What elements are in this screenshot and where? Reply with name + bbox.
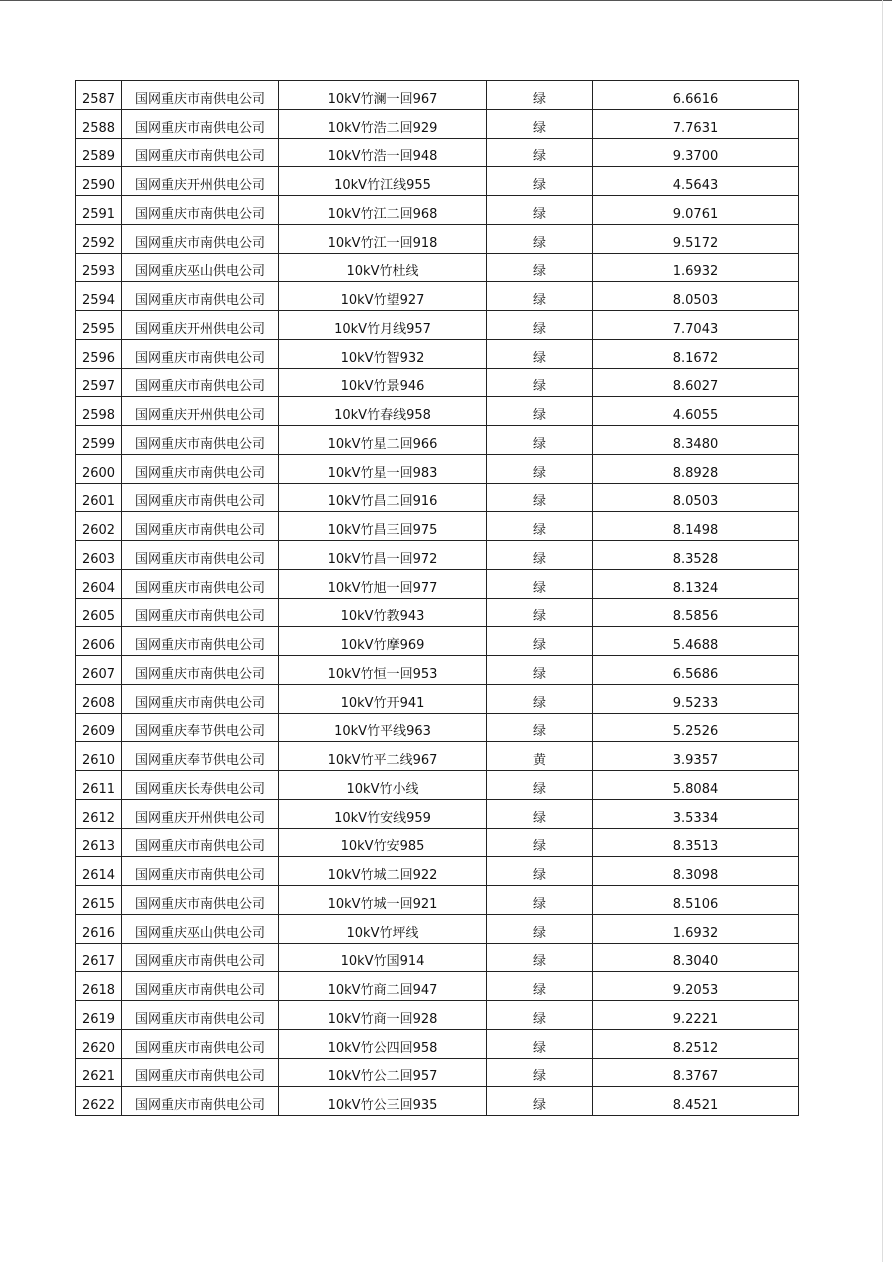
company-name: 国网重庆市南供电公司: [122, 1029, 279, 1058]
score-value: 5.4688: [593, 627, 799, 656]
company-name: 国网重庆市南供电公司: [122, 81, 279, 110]
company-name: 国网重庆开州供电公司: [122, 311, 279, 340]
status-color: 绿: [487, 253, 593, 282]
table-row: [76, 81, 799, 110]
score-value: 8.1324: [593, 569, 799, 598]
row-number: 2592: [76, 224, 122, 253]
table-row: [76, 224, 799, 253]
company-name: 国网重庆市南供电公司: [122, 138, 279, 167]
row-number: 2602: [76, 512, 122, 541]
status-color: 绿: [487, 368, 593, 397]
line-name: 10kV竹开941: [279, 684, 487, 713]
company-name: 国网重庆开州供电公司: [122, 397, 279, 426]
status-color: 绿: [487, 972, 593, 1001]
score-value: 3.9357: [593, 742, 799, 771]
company-name: 国网重庆市南供电公司: [122, 627, 279, 656]
status-color: 绿: [487, 196, 593, 225]
score-value: 1.6932: [593, 253, 799, 282]
row-number: 2608: [76, 684, 122, 713]
line-name: 10kV竹浩一回948: [279, 138, 487, 167]
status-color: 绿: [487, 799, 593, 828]
line-name: 10kV竹星二回966: [279, 426, 487, 455]
table-row: [76, 426, 799, 455]
line-name: 10kV竹昌一回972: [279, 541, 487, 570]
row-number: 2594: [76, 282, 122, 311]
score-value: 6.6616: [593, 81, 799, 110]
status-color: 绿: [487, 684, 593, 713]
score-value: 5.8084: [593, 771, 799, 800]
table-row: [76, 397, 799, 426]
row-number: 2597: [76, 368, 122, 397]
line-name: 10kV竹望927: [279, 282, 487, 311]
score-value: 9.2221: [593, 1001, 799, 1030]
row-number: 2615: [76, 886, 122, 915]
table-row: [76, 598, 799, 627]
table-row: [76, 569, 799, 598]
status-color: 绿: [487, 713, 593, 742]
row-number: 2605: [76, 598, 122, 627]
line-name: 10kV竹恒一回953: [279, 656, 487, 685]
company-name: 国网重庆市南供电公司: [122, 886, 279, 915]
line-name: 10kV竹平线963: [279, 713, 487, 742]
row-number: 2596: [76, 339, 122, 368]
score-value: 8.3098: [593, 857, 799, 886]
line-name: 10kV竹安线959: [279, 799, 487, 828]
status-color: 绿: [487, 224, 593, 253]
table-row: [76, 771, 799, 800]
score-value: 8.3480: [593, 426, 799, 455]
row-number: 2614: [76, 857, 122, 886]
status-color: 绿: [487, 857, 593, 886]
line-name: 10kV竹昌二回916: [279, 483, 487, 512]
row-number: 2617: [76, 943, 122, 972]
company-name: 国网重庆市南供电公司: [122, 684, 279, 713]
status-color: 绿: [487, 1087, 593, 1116]
company-name: 国网重庆市南供电公司: [122, 109, 279, 138]
status-color: 绿: [487, 483, 593, 512]
status-color: 绿: [487, 656, 593, 685]
line-name: 10kV竹春线958: [279, 397, 487, 426]
score-value: 4.5643: [593, 167, 799, 196]
status-color: 绿: [487, 426, 593, 455]
table-row: [76, 799, 799, 828]
line-name: 10kV竹杜线: [279, 253, 487, 282]
status-color: 黄: [487, 742, 593, 771]
score-value: 8.3767: [593, 1058, 799, 1087]
company-name: 国网重庆市南供电公司: [122, 943, 279, 972]
company-name: 国网重庆开州供电公司: [122, 167, 279, 196]
line-name: 10kV竹月线957: [279, 311, 487, 340]
company-name: 国网重庆市南供电公司: [122, 857, 279, 886]
line-name: 10kV竹小线: [279, 771, 487, 800]
company-name: 国网重庆市南供电公司: [122, 512, 279, 541]
row-number: 2616: [76, 914, 122, 943]
line-name: 10kV竹摩969: [279, 627, 487, 656]
score-value: 5.2526: [593, 713, 799, 742]
company-name: 国网重庆市南供电公司: [122, 598, 279, 627]
line-name: 10kV竹浩二回929: [279, 109, 487, 138]
line-name: 10kV竹公二回957: [279, 1058, 487, 1087]
status-color: 绿: [487, 282, 593, 311]
line-name: 10kV竹坪线: [279, 914, 487, 943]
table-row: [76, 943, 799, 972]
line-name: 10kV竹江线955: [279, 167, 487, 196]
company-name: 国网重庆市南供电公司: [122, 282, 279, 311]
score-value: 7.7631: [593, 109, 799, 138]
company-name: 国网重庆巫山供电公司: [122, 253, 279, 282]
line-name: 10kV竹城一回921: [279, 886, 487, 915]
table-row: [76, 311, 799, 340]
status-color: 绿: [487, 397, 593, 426]
line-name: 10kV竹旭一回977: [279, 569, 487, 598]
company-name: 国网重庆市南供电公司: [122, 1058, 279, 1087]
row-number: 2599: [76, 426, 122, 455]
line-name: 10kV竹景946: [279, 368, 487, 397]
table-row: [76, 713, 799, 742]
score-value: 8.3040: [593, 943, 799, 972]
status-color: 绿: [487, 627, 593, 656]
status-color: 绿: [487, 138, 593, 167]
status-color: 绿: [487, 454, 593, 483]
table-row: [76, 1087, 799, 1116]
line-name: 10kV竹澜一回967: [279, 81, 487, 110]
score-value: 6.5686: [593, 656, 799, 685]
table-row: [76, 627, 799, 656]
status-color: 绿: [487, 311, 593, 340]
company-name: 国网重庆市南供电公司: [122, 1087, 279, 1116]
score-value: 9.2053: [593, 972, 799, 1001]
row-number: 2621: [76, 1058, 122, 1087]
status-color: 绿: [487, 339, 593, 368]
company-name: 国网重庆巫山供电公司: [122, 914, 279, 943]
score-value: 8.1498: [593, 512, 799, 541]
line-name: 10kV竹昌三回975: [279, 512, 487, 541]
status-color: 绿: [487, 541, 593, 570]
data-table: [75, 80, 799, 1116]
row-number: 2603: [76, 541, 122, 570]
score-value: 8.3513: [593, 828, 799, 857]
row-number: 2600: [76, 454, 122, 483]
score-value: 8.8928: [593, 454, 799, 483]
table-row: [76, 196, 799, 225]
status-color: 绿: [487, 109, 593, 138]
line-name: 10kV竹商一回928: [279, 1001, 487, 1030]
row-number: 2587: [76, 81, 122, 110]
table-row: [76, 138, 799, 167]
company-name: 国网重庆奉节供电公司: [122, 742, 279, 771]
status-color: 绿: [487, 167, 593, 196]
line-name: 10kV竹商二回947: [279, 972, 487, 1001]
line-name: 10kV竹公三回935: [279, 1087, 487, 1116]
score-value: 8.5856: [593, 598, 799, 627]
company-name: 国网重庆市南供电公司: [122, 828, 279, 857]
score-value: 8.2512: [593, 1029, 799, 1058]
table-row: [76, 1058, 799, 1087]
row-number: 2593: [76, 253, 122, 282]
line-name: 10kV竹国914: [279, 943, 487, 972]
row-number: 2613: [76, 828, 122, 857]
score-value: 8.0503: [593, 483, 799, 512]
status-color: 绿: [487, 886, 593, 915]
company-name: 国网重庆市南供电公司: [122, 541, 279, 570]
table-row: [76, 857, 799, 886]
table-row: [76, 914, 799, 943]
row-number: 2591: [76, 196, 122, 225]
line-name: 10kV竹城二回922: [279, 857, 487, 886]
company-name: 国网重庆市南供电公司: [122, 656, 279, 685]
company-name: 国网重庆长寿供电公司: [122, 771, 279, 800]
score-value: 9.3700: [593, 138, 799, 167]
status-color: 绿: [487, 1001, 593, 1030]
table-row: [76, 167, 799, 196]
row-number: 2619: [76, 1001, 122, 1030]
row-number: 2589: [76, 138, 122, 167]
status-color: 绿: [487, 771, 593, 800]
row-number: 2601: [76, 483, 122, 512]
row-number: 2598: [76, 397, 122, 426]
line-name: 10kV竹教943: [279, 598, 487, 627]
table-row: [76, 541, 799, 570]
row-number: 2620: [76, 1029, 122, 1058]
score-value: 3.5334: [593, 799, 799, 828]
score-value: 9.5233: [593, 684, 799, 713]
table-row: [76, 368, 799, 397]
line-name: 10kV竹江一回918: [279, 224, 487, 253]
row-number: 2607: [76, 656, 122, 685]
status-color: 绿: [487, 512, 593, 541]
company-name: 国网重庆市南供电公司: [122, 569, 279, 598]
table-row: [76, 684, 799, 713]
score-value: 8.3528: [593, 541, 799, 570]
table-row: [76, 512, 799, 541]
row-number: 2588: [76, 109, 122, 138]
company-name: 国网重庆市南供电公司: [122, 339, 279, 368]
line-name: 10kV竹安985: [279, 828, 487, 857]
status-color: 绿: [487, 598, 593, 627]
status-color: 绿: [487, 914, 593, 943]
company-name: 国网重庆市南供电公司: [122, 972, 279, 1001]
score-value: 8.4521: [593, 1087, 799, 1116]
company-name: 国网重庆奉节供电公司: [122, 713, 279, 742]
page-top-border: [0, 0, 892, 1]
row-number: 2610: [76, 742, 122, 771]
score-value: 1.6932: [593, 914, 799, 943]
row-number: 2612: [76, 799, 122, 828]
line-name: 10kV竹江二回968: [279, 196, 487, 225]
company-name: 国网重庆市南供电公司: [122, 368, 279, 397]
status-color: 绿: [487, 1029, 593, 1058]
score-value: 9.5172: [593, 224, 799, 253]
score-value: 9.0761: [593, 196, 799, 225]
row-number: 2622: [76, 1087, 122, 1116]
company-name: 国网重庆市南供电公司: [122, 483, 279, 512]
row-number: 2595: [76, 311, 122, 340]
score-value: 8.1672: [593, 339, 799, 368]
status-color: 绿: [487, 81, 593, 110]
status-color: 绿: [487, 943, 593, 972]
score-value: 8.6027: [593, 368, 799, 397]
table-row: [76, 886, 799, 915]
table-row: [76, 339, 799, 368]
table-row: [76, 1001, 799, 1030]
company-name: 国网重庆市南供电公司: [122, 196, 279, 225]
row-number: 2590: [76, 167, 122, 196]
company-name: 国网重庆市南供电公司: [122, 454, 279, 483]
table-row: [76, 742, 799, 771]
score-value: 8.5106: [593, 886, 799, 915]
row-number: 2604: [76, 569, 122, 598]
table-row: [76, 828, 799, 857]
score-value: 7.7043: [593, 311, 799, 340]
table-row: [76, 1029, 799, 1058]
table-row: [76, 109, 799, 138]
table-row: [76, 454, 799, 483]
row-number: 2606: [76, 627, 122, 656]
score-value: 4.6055: [593, 397, 799, 426]
line-name: 10kV竹智932: [279, 339, 487, 368]
status-color: 绿: [487, 569, 593, 598]
table-row: [76, 656, 799, 685]
company-name: 国网重庆开州供电公司: [122, 799, 279, 828]
table-row: [76, 253, 799, 282]
company-name: 国网重庆市南供电公司: [122, 426, 279, 455]
status-color: 绿: [487, 1058, 593, 1087]
table-row: [76, 282, 799, 311]
row-number: 2609: [76, 713, 122, 742]
score-value: 8.0503: [593, 282, 799, 311]
status-color: 绿: [487, 828, 593, 857]
table-row: [76, 483, 799, 512]
line-name: 10kV竹公四回958: [279, 1029, 487, 1058]
table-row: [76, 972, 799, 1001]
company-name: 国网重庆市南供电公司: [122, 1001, 279, 1030]
line-name: 10kV竹星一回983: [279, 454, 487, 483]
company-name: 国网重庆市南供电公司: [122, 224, 279, 253]
row-number: 2618: [76, 972, 122, 1001]
page-right-edge: [882, 0, 883, 1262]
row-number: 2611: [76, 771, 122, 800]
line-name: 10kV竹平二线967: [279, 742, 487, 771]
